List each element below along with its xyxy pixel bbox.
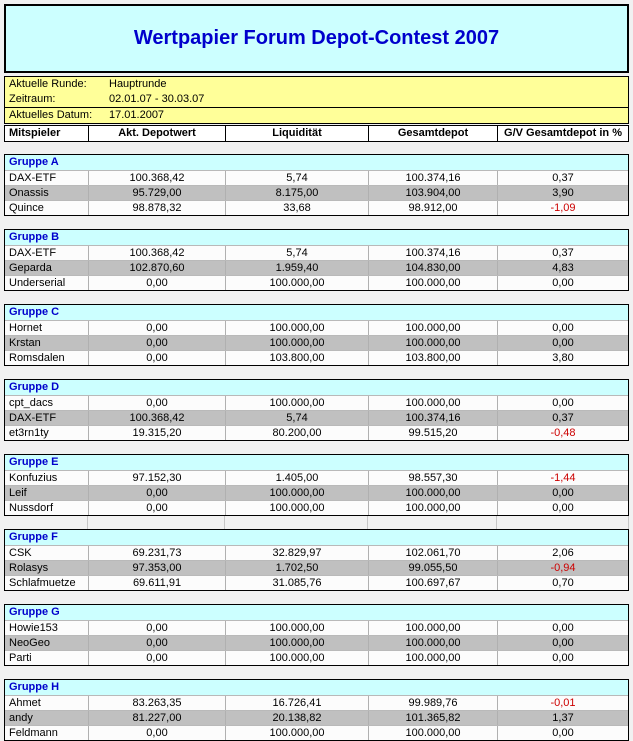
player-name: Underserial xyxy=(5,276,89,290)
player-row xyxy=(5,695,628,710)
gv-percent-value: -0,01 xyxy=(550,697,576,709)
gesamtdepot-value: 100.000,00 xyxy=(369,501,498,515)
akt-depotwert-value: 0,00 xyxy=(89,651,226,665)
akt-depotwert-value: 0,00 xyxy=(89,396,226,410)
group-block xyxy=(4,304,629,366)
zeitraum-value: 02.01.07 - 30.03.07 xyxy=(109,93,205,105)
group-name: Gruppe C xyxy=(5,305,628,320)
player-name: Romsdalen xyxy=(5,351,89,365)
player-name: Onassis xyxy=(5,186,89,200)
player-name: DAX-ETF xyxy=(5,171,89,185)
player-row xyxy=(5,575,628,590)
liquiditaet-value: 1.702,50 xyxy=(226,561,369,575)
gv-percent-value: -1,09 xyxy=(550,202,576,214)
gv-percent-value: 0,37 xyxy=(552,172,574,184)
block-gap xyxy=(4,216,629,229)
column-header-gesamtdepot: Gesamtdepot xyxy=(369,126,498,141)
column-header-liquiditaet: Liquidität xyxy=(226,126,369,141)
gesamtdepot-value: 99.515,20 xyxy=(369,426,498,440)
liquiditaet-value: 20.138,82 xyxy=(226,711,369,725)
column-header-depotwert: Akt. Depotwert xyxy=(89,126,226,141)
player-row xyxy=(5,260,628,275)
gesamtdepot-value: 99.055,50 xyxy=(369,561,498,575)
liquiditaet-value: 100.000,00 xyxy=(226,321,369,335)
player-row xyxy=(5,650,628,665)
player-row xyxy=(5,245,628,260)
gesamtdepot-value: 103.800,00 xyxy=(369,351,498,365)
zeitraum-label: Zeitraum: xyxy=(9,93,56,105)
akt-depotwert-value: 0,00 xyxy=(89,336,226,350)
gesamtdepot-value: 100.697,67 xyxy=(369,576,498,590)
gridline-segment xyxy=(88,516,225,529)
akt-depotwert-value: 69.231,73 xyxy=(89,546,226,560)
gv-percent-value: 0,37 xyxy=(552,247,574,259)
akt-depotwert-value: 0,00 xyxy=(89,276,226,290)
block-gap xyxy=(4,441,629,454)
gesamtdepot-value: 100.000,00 xyxy=(369,396,498,410)
liquiditaet-value: 100.000,00 xyxy=(226,276,369,290)
gv-percent-value: 1,37 xyxy=(552,712,574,724)
gesamtdepot-value: 100.000,00 xyxy=(369,651,498,665)
akt-depotwert-value: 100.368,42 xyxy=(89,246,226,260)
gv-percent-value: 0,00 xyxy=(552,487,574,499)
player-name: andy xyxy=(5,711,89,725)
player-row xyxy=(5,335,628,350)
block-gap-gridlines xyxy=(4,516,629,529)
runde-value: Hauptrunde xyxy=(109,78,167,90)
liquiditaet-value: 1.959,40 xyxy=(226,261,369,275)
gridline-segment xyxy=(4,516,88,529)
group-block xyxy=(4,454,629,516)
info-row-runde xyxy=(5,77,628,92)
akt-depotwert-value: 83.263,35 xyxy=(89,696,226,710)
player-row xyxy=(5,710,628,725)
gv-percent-value: 0,00 xyxy=(552,397,574,409)
runde-label: Aktuelle Runde: xyxy=(9,78,87,90)
player-name: Krstan xyxy=(5,336,89,350)
group-rows xyxy=(5,545,628,590)
group-rows xyxy=(5,395,628,440)
player-row xyxy=(5,635,628,650)
group-rows xyxy=(5,320,628,365)
player-row xyxy=(5,350,628,365)
akt-depotwert-value: 100.368,42 xyxy=(89,411,226,425)
player-row xyxy=(5,500,628,515)
player-name: Rolasys xyxy=(5,561,89,575)
player-name: Geparda xyxy=(5,261,89,275)
block-gap xyxy=(4,591,629,604)
akt-depotwert-value: 0,00 xyxy=(89,726,226,740)
liquiditaet-value: 100.000,00 xyxy=(226,501,369,515)
akt-depotwert-value: 98.878,32 xyxy=(89,201,226,215)
block-gap xyxy=(4,291,629,304)
liquiditaet-value: 80.200,00 xyxy=(226,426,369,440)
gv-percent-value: 0,70 xyxy=(552,577,574,589)
group-block xyxy=(4,379,629,441)
gesamtdepot-value: 101.365,82 xyxy=(369,711,498,725)
akt-depotwert-value: 81.227,00 xyxy=(89,711,226,725)
player-row xyxy=(5,320,628,335)
group-name: Gruppe E xyxy=(5,455,628,470)
gv-percent-value: 3,80 xyxy=(552,352,574,364)
liquiditaet-value: 1.405,00 xyxy=(226,471,369,485)
gv-percent-value: -1,44 xyxy=(550,472,576,484)
gridline-segment xyxy=(368,516,497,529)
gv-percent-value: 0,00 xyxy=(552,727,574,739)
liquiditaet-value: 5,74 xyxy=(226,246,369,260)
liquiditaet-value: 31.085,76 xyxy=(226,576,369,590)
akt-depotwert-value: 0,00 xyxy=(89,621,226,635)
player-name: DAX-ETF xyxy=(5,411,89,425)
akt-depotwert-value: 95.729,00 xyxy=(89,186,226,200)
liquiditaet-value: 100.000,00 xyxy=(226,621,369,635)
player-row xyxy=(5,485,628,500)
liquiditaet-value: 100.000,00 xyxy=(226,486,369,500)
page-title: Wertpapier Forum Depot-Contest 2007 xyxy=(133,27,500,49)
akt-depotwert-value: 97.152,30 xyxy=(89,471,226,485)
gesamtdepot-value: 100.000,00 xyxy=(369,336,498,350)
liquiditaet-value: 103.800,00 xyxy=(226,351,369,365)
gesamtdepot-value: 103.904,00 xyxy=(369,186,498,200)
player-name: NeoGeo xyxy=(5,636,89,650)
gesamtdepot-value: 100.000,00 xyxy=(369,486,498,500)
gv-percent-value: 0,00 xyxy=(552,337,574,349)
player-name: Feldmann xyxy=(5,726,89,740)
group-block xyxy=(4,529,629,591)
gv-percent-value: 2,06 xyxy=(552,547,574,559)
groups-container xyxy=(4,154,629,741)
gesamtdepot-value: 102.061,70 xyxy=(369,546,498,560)
gv-percent-value: 4,83 xyxy=(552,262,574,274)
column-header-gv-prozent: G/V Gesamtdepot in % xyxy=(504,127,622,139)
date-info-box xyxy=(4,107,629,124)
group-rows xyxy=(5,620,628,665)
gesamtdepot-value: 100.374,16 xyxy=(369,246,498,260)
player-row xyxy=(5,410,628,425)
gesamtdepot-value: 98.557,30 xyxy=(369,471,498,485)
datum-label: Aktuelles Datum: xyxy=(9,109,93,121)
gv-percent-value: 3,90 xyxy=(552,187,574,199)
gv-percent-value: 0,00 xyxy=(552,502,574,514)
akt-depotwert-value: 0,00 xyxy=(89,486,226,500)
player-row xyxy=(5,560,628,575)
gv-percent-value: 0,37 xyxy=(552,412,574,424)
gesamtdepot-value: 104.830,00 xyxy=(369,261,498,275)
player-row xyxy=(5,170,628,185)
column-header-row xyxy=(4,125,629,142)
gv-percent-value: -0,94 xyxy=(550,562,576,574)
column-header-mitspieler: Mitspieler xyxy=(5,126,89,141)
datum-value: 17.01.2007 xyxy=(109,109,165,121)
player-row xyxy=(5,545,628,560)
title-banner xyxy=(4,4,629,73)
gridline-segment xyxy=(225,516,368,529)
info-row-zeitraum xyxy=(5,92,628,107)
liquiditaet-value: 5,74 xyxy=(226,411,369,425)
player-name: CSK xyxy=(5,546,89,560)
gesamtdepot-value: 100.000,00 xyxy=(369,276,498,290)
player-name: Quince xyxy=(5,201,89,215)
player-name: Hornet xyxy=(5,321,89,335)
gridline-segment xyxy=(497,516,629,529)
info-row-datum xyxy=(5,108,628,123)
group-block xyxy=(4,154,629,216)
akt-depotwert-value: 69.611,91 xyxy=(89,576,226,590)
akt-depotwert-value: 19.315,20 xyxy=(89,426,226,440)
group-name: Gruppe B xyxy=(5,230,628,245)
akt-depotwert-value: 0,00 xyxy=(89,321,226,335)
player-name: Nussdorf xyxy=(5,501,89,515)
player-name: Howie153 xyxy=(5,621,89,635)
gesamtdepot-value: 100.000,00 xyxy=(369,726,498,740)
group-name: Gruppe F xyxy=(5,530,628,545)
player-name: Ahmet xyxy=(5,696,89,710)
gesamtdepot-value: 98.912,00 xyxy=(369,201,498,215)
akt-depotwert-value: 0,00 xyxy=(89,636,226,650)
akt-depotwert-value: 0,00 xyxy=(89,501,226,515)
gesamtdepot-value: 99.989,76 xyxy=(369,696,498,710)
player-name: Parti xyxy=(5,651,89,665)
group-rows xyxy=(5,695,628,740)
group-name: Gruppe A xyxy=(5,155,628,170)
player-row xyxy=(5,200,628,215)
player-row xyxy=(5,275,628,290)
player-name: DAX-ETF xyxy=(5,246,89,260)
player-row xyxy=(5,425,628,440)
player-name: Konfuzius xyxy=(5,471,89,485)
player-name: Leif xyxy=(5,486,89,500)
akt-depotwert-value: 100.368,42 xyxy=(89,171,226,185)
group-block xyxy=(4,604,629,666)
player-row xyxy=(5,470,628,485)
gv-percent-value: 0,00 xyxy=(552,277,574,289)
player-row xyxy=(5,725,628,740)
player-name: cpt_dacs xyxy=(5,396,89,410)
player-row xyxy=(5,620,628,635)
gv-percent-value: 0,00 xyxy=(552,622,574,634)
gesamtdepot-value: 100.000,00 xyxy=(369,621,498,635)
liquiditaet-value: 100.000,00 xyxy=(226,636,369,650)
liquiditaet-value: 32.829,97 xyxy=(226,546,369,560)
group-block xyxy=(4,679,629,741)
gv-percent-value: -0,48 xyxy=(550,427,576,439)
liquiditaet-value: 8.175,00 xyxy=(226,186,369,200)
round-info-box xyxy=(4,76,629,108)
group-name: Gruppe G xyxy=(5,605,628,620)
akt-depotwert-value: 97.353,00 xyxy=(89,561,226,575)
block-gap xyxy=(4,666,629,679)
gesamtdepot-value: 100.374,16 xyxy=(369,171,498,185)
akt-depotwert-value: 0,00 xyxy=(89,351,226,365)
liquiditaet-value: 5,74 xyxy=(226,171,369,185)
liquiditaet-value: 100.000,00 xyxy=(226,336,369,350)
group-name: Gruppe H xyxy=(5,680,628,695)
group-rows xyxy=(5,170,628,215)
block-gap xyxy=(4,366,629,379)
gv-percent-value: 0,00 xyxy=(552,652,574,664)
group-rows xyxy=(5,245,628,290)
liquiditaet-value: 100.000,00 xyxy=(226,726,369,740)
group-rows xyxy=(5,470,628,515)
gesamtdepot-value: 100.000,00 xyxy=(369,321,498,335)
liquiditaet-value: 100.000,00 xyxy=(226,651,369,665)
gv-percent-value: 0,00 xyxy=(552,322,574,334)
liquiditaet-value: 16.726,41 xyxy=(226,696,369,710)
player-row xyxy=(5,395,628,410)
liquiditaet-value: 100.000,00 xyxy=(226,396,369,410)
group-block xyxy=(4,229,629,291)
player-row xyxy=(5,185,628,200)
player-name: Schlafmuetze xyxy=(5,576,89,590)
player-name: et3rn1ty xyxy=(5,426,89,440)
akt-depotwert-value: 102.870,60 xyxy=(89,261,226,275)
gv-percent-value: 0,00 xyxy=(552,637,574,649)
gesamtdepot-value: 100.374,16 xyxy=(369,411,498,425)
gesamtdepot-value: 100.000,00 xyxy=(369,636,498,650)
group-name: Gruppe D xyxy=(5,380,628,395)
liquiditaet-value: 33,68 xyxy=(226,201,369,215)
